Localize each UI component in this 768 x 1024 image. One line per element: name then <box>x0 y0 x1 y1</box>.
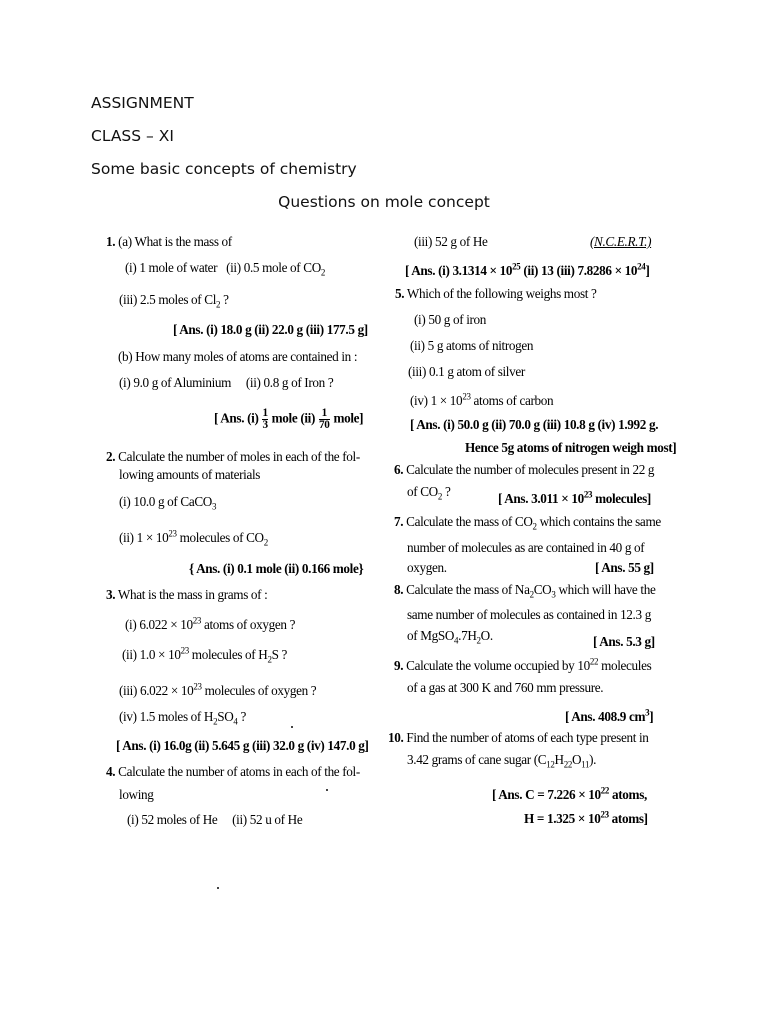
q3-answer: [ Ans. (i) 16.0g (ii) 5.645 g (iii) 32.0 g (iv) 147.0 g] <box>116 738 369 753</box>
q2-i-line: (i) 10.0 g of CaCO$_3$ <box>119 494 217 512</box>
q1-parts-line: (i) 1 mole of water (ii) 0.5 mole of $CO_2$ <box>125 260 326 278</box>
q10-answer-line2: $H = 1.325 \times 10^{23}$ atoms] <box>524 809 648 826</box>
assignment-heading: ASSIGNMENT <box>91 94 194 112</box>
q3-iv-line: (iv) 1.5 moles of $H_2SO_4$ ? <box>119 709 246 727</box>
q4-line1: 4. Calculate the number of atoms in each of the fol- <box>106 764 360 779</box>
q5-ii-line: (ii) 5 g atoms of nitrogen <box>410 338 534 353</box>
q1-answer: [ Ans. (i) 18.0 g (ii) 22.0 g (iii) 177.5 g] <box>173 322 368 337</box>
q4-answer: [ Ans. (i) $3.1314 \times 10^{25}$ (ii) 13 (iii) $7.8286 \times 10^{24}$] <box>405 261 650 278</box>
q6-line2: of $CO_2$ ? <box>407 484 451 502</box>
q4-parts-line: (i) 52 moles of He (ii) 52 u of He <box>127 812 303 827</box>
q8-line2: same number of molecules as contained in 12.3 g <box>407 607 651 622</box>
q5-answer-line1: [ Ans. (i) 50.0 g (ii) 70.0 g (iii) 10.8 g (iv) 1.992 g. <box>410 417 659 432</box>
q5-i-line: (i) 50 g of iron <box>414 312 487 327</box>
q2-line1: 2. Calculate the number of moles in each of the fol- <box>106 449 360 464</box>
q10-line2: 3.42 grams of cane sugar $(C_{12}H_{22}O_{11})$. <box>407 752 597 770</box>
scan-speck <box>326 789 328 791</box>
q3-line: 3. What is the mass in grams of : <box>106 587 268 602</box>
subtitle-heading: Questions on mole concept <box>278 193 490 211</box>
q7-answer: [ Ans. 55 g] <box>595 560 654 575</box>
ncert-source: (N.C.E.R.T.) <box>590 234 652 249</box>
q4-iii-line: (iii) 52 g of He <box>414 234 488 249</box>
q5-iv-line: (iv) $1 \times 10^{23}$ atoms of carbon <box>410 391 554 408</box>
fraction-one-seventieth: $\frac{1}{70}$ <box>318 407 330 431</box>
topic-heading: Some basic concepts of chemistry <box>91 160 357 178</box>
q6-line1: 6. Calculate the number of molecules present in 22 g <box>394 462 655 477</box>
class-heading: CLASS – XI <box>91 127 174 145</box>
q2-ii-line: (ii) $1 \times 10^{23}$ molecules of $CO_2$ <box>119 528 268 548</box>
q9-line1: 9. Calculate the volume occupied by $10^{22}$ molecules <box>394 656 652 673</box>
q7-line3: oxygen. <box>407 560 447 575</box>
fraction-one-third: $\frac{1}{3}$ <box>262 407 268 431</box>
q1-iii-line: (iii) 2.5 moles of $Cl_2$ ? <box>119 292 229 310</box>
q9-line2: of a gas at 300 K and 760 mm pressure. <box>407 680 604 695</box>
q6-answer: [ Ans. $3.011 \times 10^{23}$ molecules] <box>498 489 651 506</box>
q4-line2: lowing <box>119 787 154 802</box>
q5-answer-line2: Hence 5g atoms of nitrogen weigh most] <box>465 440 677 455</box>
q7-line2: number of molecules as are contained in 40 g of <box>407 540 645 555</box>
q2-answer: { Ans. (i) 0.1 mole (ii) 0.166 mole} <box>189 561 364 576</box>
q5-iii-line: (iii) 0.1 g atom of silver <box>408 364 525 379</box>
q8-answer: [ Ans. 5.3 g] <box>593 634 655 649</box>
q10-answer-line1: [ Ans. $C = 7.226 \times 10^{22}$ atoms, <box>492 785 647 802</box>
scan-speck <box>217 887 219 889</box>
q8-line3: of $MgSO_4.7H_2O$. <box>407 628 493 646</box>
scan-speck <box>291 726 293 728</box>
q9-answer: [ Ans. 408.9 $cm^3$] <box>565 707 654 724</box>
q2-line2: lowing amounts of materials <box>119 467 261 482</box>
q1-b-answer: [ Ans. (i) $\frac{1}{3}$ mole (ii) $\frac{1}{70}$ mole] <box>214 407 364 431</box>
q7-line1: 7. Calculate the mass of $CO_2$ which contains the same <box>394 514 661 532</box>
q3-i-line: (i) $6.022 \times 10^{23}$ atoms of oxygen ? <box>125 615 296 632</box>
q1-line: 1. (a) What is the mass of <box>106 234 232 249</box>
q5-line: 5. Which of the following weighs most ? <box>395 286 597 301</box>
q3-iii-line: (iii) $6.022 \times 10^{23}$ molecules of oxygen ? <box>119 681 317 698</box>
q10-line1: 10. Find the number of atoms of each type present in <box>388 730 649 745</box>
q3-ii-line: (ii) $1.0 \times 10^{23}$ molecules of $H_2S$ ? <box>122 645 288 665</box>
q1-b-line: (b) How many moles of atoms are contained in : <box>118 349 358 364</box>
q1-b-parts-line: (i) 9.0 g of Aluminium (ii) 0.8 g of Iron ? <box>119 375 334 390</box>
q8-line1: 8. Calculate the mass of $Na_2CO_3$ which will have the <box>394 582 656 600</box>
